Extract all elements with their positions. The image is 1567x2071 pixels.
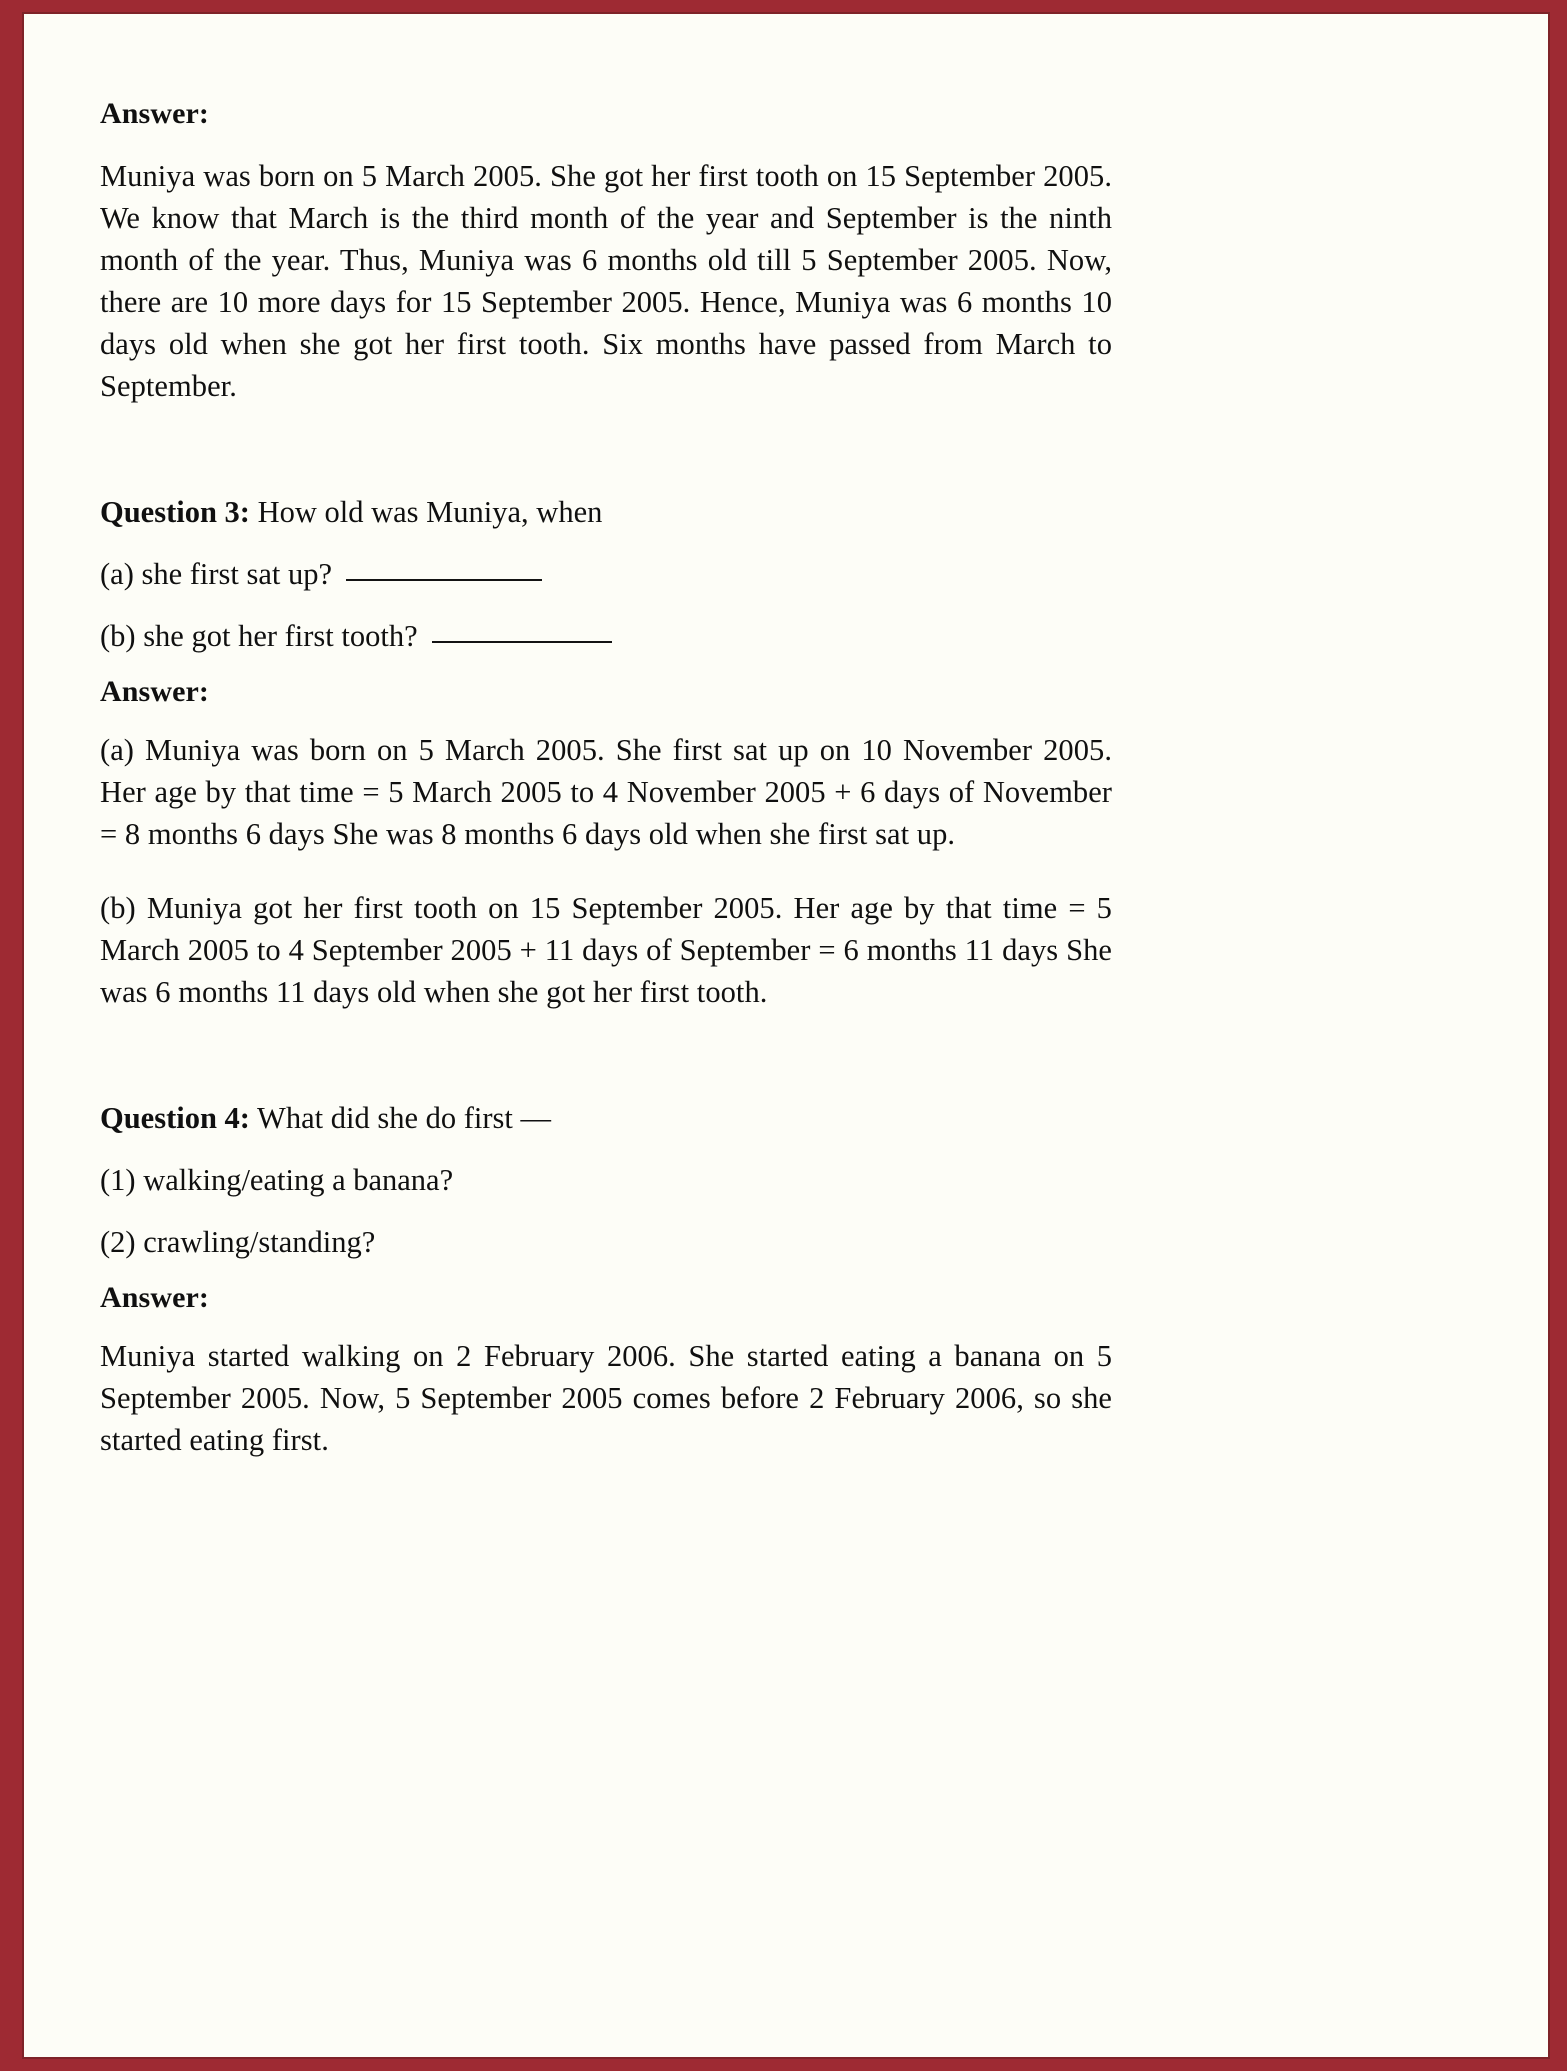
page-paper (24, 14, 1548, 2057)
document-content (100, 99, 1112, 1461)
question-4-label: Question 4: (100, 1101, 250, 1135)
question-3-line (100, 491, 1112, 533)
question-3-item-b (100, 615, 1112, 657)
question-4-line (100, 1097, 1112, 1139)
question-3-label: Question 3: (100, 495, 250, 529)
answer-heading-q3: Answer: (100, 675, 210, 708)
spacer (100, 1139, 1112, 1159)
spacer (100, 533, 1112, 553)
question-4-item-1: (1) walking/eating a banana? (100, 1163, 454, 1197)
spacer (100, 1201, 1112, 1221)
answer-paragraph-q3-b: (b) Muniya got her first tooth on 15 September 2005. Her age by that time = 5 March 2005 to 4 September 2005 + 11 days of September = 6 months 11 days She was 6 months 11 days old when she got her first tooth. (100, 891, 1112, 1009)
answer-blank-b[interactable] (432, 641, 612, 643)
page-inner-border (22, 12, 1550, 2059)
answer-heading-q2: Answer: (100, 97, 210, 130)
question-3-prompt: How old was Muniya, when (257, 495, 603, 529)
answer-blank-a[interactable] (346, 579, 542, 581)
spacer (100, 657, 1112, 677)
spacer (100, 407, 1112, 491)
question-3-item-a (100, 553, 1112, 595)
answer-paragraph-q2: Muniya was born on 5 March 2005. She got her first tooth on 15 September 2005. We know that March is the third month of the year and September is the ninth month of the year. Thus, Muniya was 6 months old till 5 September 2005. Now, there are 10 more days for 15 September 2005. Hence, Muniya was 6 months 10 days old when she got her first tooth. Six months have passed from March to September. (100, 159, 1112, 403)
question-3-item-a-text: (a) she first sat up? (100, 557, 333, 591)
answer-heading-q4: Answer: (100, 1281, 210, 1314)
spacer (100, 595, 1112, 615)
answer-paragraph-q4: Muniya started walking on 2 February 2006. She started eating a banana on 5 September 2005. Now, 5 September 2005 comes before 2 February 2006, so she started eating first. (100, 1339, 1112, 1457)
spacer (100, 855, 1112, 887)
question-3-item-b-text: (b) she got her first tooth? (100, 619, 418, 653)
spacer (100, 1013, 1112, 1097)
question-4-prompt: What did she do first — (257, 1101, 551, 1135)
spacer (100, 1263, 1112, 1283)
question-4-item-2: (2) crawling/standing? (100, 1225, 376, 1259)
answer-paragraph-q3-a: (a) Muniya was born on 5 March 2005. She first sat up on 10 November 2005. Her age by that time = 5 March 2005 to 4 November 2005 + 6 days of November = 8 months 6 days She was 8 months 6 days old when she first sat up. (100, 733, 1112, 851)
